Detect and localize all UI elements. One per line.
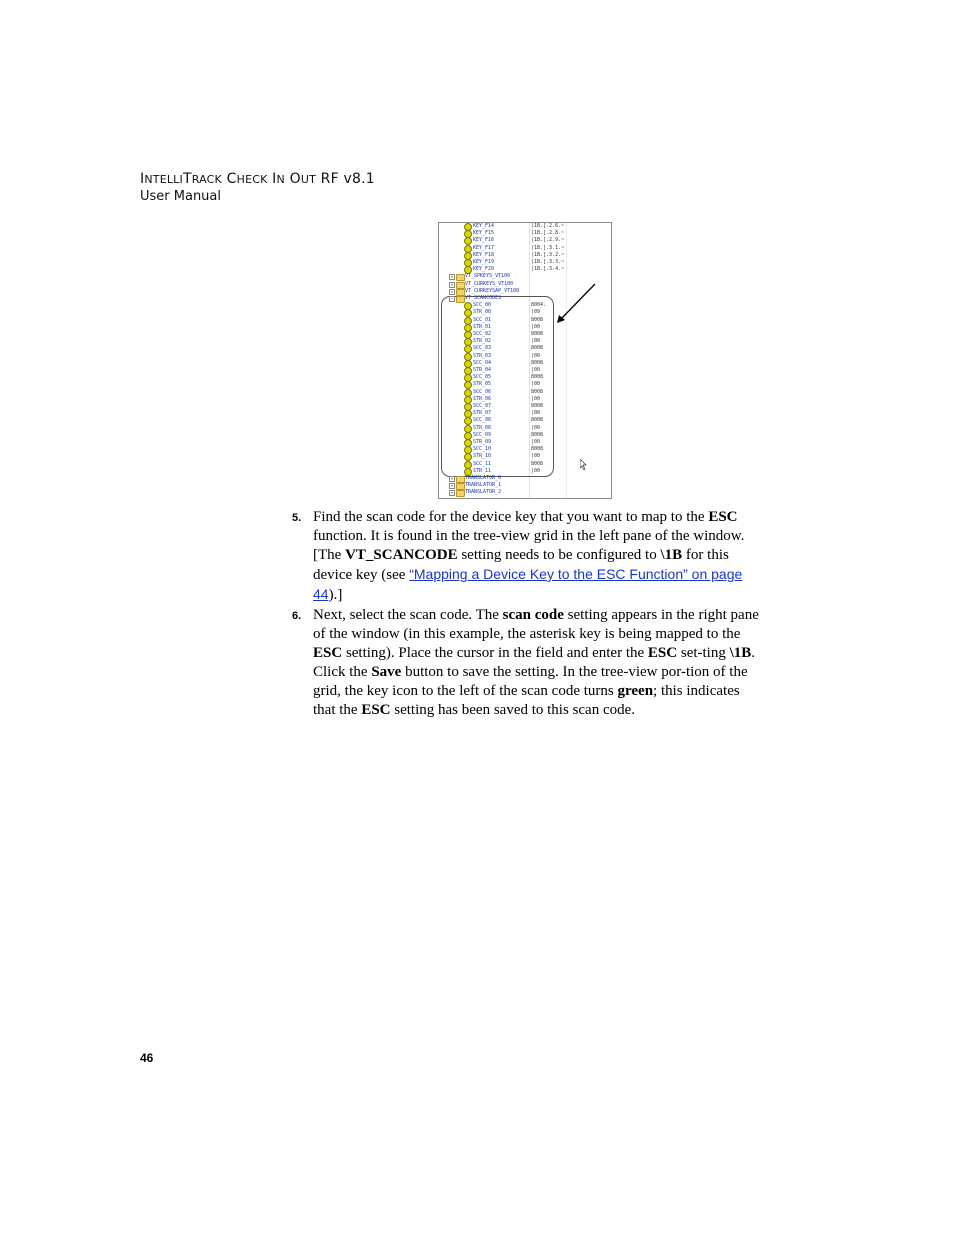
tree-row-label: STR_10: [473, 453, 492, 460]
tree-row-label: VT_CURKEYSAP_VT100: [465, 287, 520, 294]
step-5: [292, 508, 762, 605]
tree-row-label: STR_01: [473, 323, 492, 330]
folder-icon: [456, 483, 465, 490]
setting-value: 8008: [531, 403, 544, 409]
tree-row-label: STR_04: [473, 367, 492, 373]
tree-row-label: TRANSLATOR_0: [465, 475, 502, 481]
tree-row-label: STR_03: [473, 352, 492, 359]
tree-row-label: STR_08: [473, 424, 492, 431]
folder-icon: [456, 490, 465, 497]
setting-value: 8008: [531, 388, 544, 395]
tree-row-label: SCC_08: [473, 417, 492, 424]
expand-icon[interactable]: +: [450, 274, 454, 280]
step-text: Find the scan code for the device key that you want to map to the ESC function. It is found in the tree-view grid in the left pane of the window. [The VT_SCANCODE setting needs to be configured to \1B for this device key (see “Mapping a Device Key to the ESC Function” on page 44).]: [313, 509, 745, 603]
tree-row-label: VT_CURKEYS_VT100: [465, 280, 514, 287]
tree-row-label: SCC_10: [473, 446, 492, 453]
setting-value: |00: [531, 395, 541, 402]
cross-reference-link[interactable]: “Mapping a Device Key to the ESC Function” on page 44: [313, 566, 743, 602]
expand-icon[interactable]: +: [450, 490, 454, 496]
tree-row-label: STR_02: [473, 338, 492, 345]
tree-row-label: TRANSLATOR_1: [465, 482, 502, 489]
step-text: Next, select the scan code. The scan code setting appears in the right pane of the window (in this example, the asterisk key is being mapped to the ESC setting). Place the cursor in the field and enter the ESC set-ting \1B. Click the Save button to save the setting. In the tree-view por-tion of the grid, the key icon to the left of the scan code turns green; this indicates that the ESC setting has been saved to this scan code.: [313, 607, 759, 718]
tree-row-label: SCC_01: [473, 316, 492, 323]
tree-row-label: STR_00: [473, 309, 492, 316]
tree-row-label: KEY_F15: [473, 230, 495, 237]
step-number: 5.: [292, 512, 302, 524]
tree-row-label: STR_09: [473, 439, 492, 445]
tree-row-label: SCC_11: [473, 460, 492, 467]
setting-value: |00: [531, 439, 541, 445]
tree-row-label: SCC_09: [473, 431, 492, 438]
tree-row-label: SCC_06: [473, 388, 492, 395]
setting-value: |00: [531, 410, 541, 417]
setting-value: |1B.[.2.9.~: [531, 237, 565, 244]
setting-value: 8008: [531, 460, 544, 467]
setting-value: 8008: [531, 345, 544, 352]
tree-row-label: TRANSLATOR_2: [465, 489, 502, 496]
setting-value: |00: [531, 453, 541, 460]
setting-value: 8008: [531, 446, 544, 453]
folder-icon: [456, 282, 465, 289]
setting-value: |00: [531, 381, 541, 388]
folder-icon: [456, 274, 465, 281]
setting-value: 8008: [531, 431, 544, 438]
setting-value: |1B.[.3.2.~: [531, 251, 565, 258]
setting-value: |00: [531, 323, 541, 330]
setting-value: 8004.: [531, 302, 547, 309]
tree-row-label: KEY_F19: [473, 259, 495, 265]
step-6: [292, 606, 762, 720]
expand-icon[interactable]: +: [450, 281, 454, 287]
tree-row-label: KEY_F16: [473, 237, 495, 244]
page-number: 46: [140, 1051, 154, 1065]
document-title: INTELLITRACK CHECK IN OUT RF v8.1: [140, 171, 375, 187]
setting-value: |1B.[.3.3.~: [531, 259, 565, 265]
folder-icon: [456, 289, 465, 296]
tree-row-label: VT_SCANCODES: [465, 295, 502, 301]
setting-value: 8008: [531, 331, 544, 337]
tree-row-label: SCC_03: [473, 345, 492, 352]
setting-value: |00: [531, 338, 541, 345]
setting-value: |1B.[.3.1.~: [531, 244, 565, 251]
tree-row-label: STR_05: [473, 381, 492, 388]
tree-row-label: STR_11: [473, 467, 492, 474]
setting-value: 8008: [531, 316, 544, 323]
tree-row-label: VT_SPKEYS_VT100: [465, 273, 511, 280]
setting-value: |1B.[.2.8.~: [531, 230, 565, 237]
tree-row-label: KEY_F18: [473, 251, 495, 258]
tree-row-label: STR_07: [473, 410, 492, 417]
tree-row-label: KEY_F17: [473, 244, 495, 251]
tree-row-label: SCC_07: [473, 403, 492, 409]
tree-row-label: KEY_F14: [473, 223, 495, 229]
folder-icon: [456, 476, 465, 483]
setting-value: |00: [531, 367, 541, 373]
tree-view-screenshot: [438, 222, 612, 499]
tree-row-label: KEY_F20: [473, 266, 495, 273]
tree-row-label: SCC_00: [473, 302, 492, 309]
tree-row-label: SCC_04: [473, 359, 492, 366]
setting-value: 8008: [531, 374, 544, 381]
tree-row-label: SCC_05: [473, 374, 492, 381]
expand-icon[interactable]: +: [450, 288, 454, 294]
tree-row-label: SCC_02: [473, 331, 492, 337]
setting-value: 8008: [531, 417, 544, 424]
setting-value: |00: [531, 424, 541, 431]
step-number: 6.: [292, 610, 302, 622]
setting-value: 8008: [531, 359, 544, 366]
expand-icon[interactable]: +: [450, 476, 454, 481]
setting-value: |1B.[.3.4.~: [531, 266, 565, 273]
collapse-icon[interactable]: −: [450, 296, 454, 301]
setting-value: |09: [531, 309, 541, 316]
setting-value: |1B.[.2.6.~: [531, 223, 565, 229]
folder-icon: [456, 296, 465, 303]
mouse-cursor-icon: [580, 459, 588, 470]
expand-icon[interactable]: +: [450, 483, 454, 489]
setting-value: |00: [531, 352, 541, 359]
tree-row-label: STR_06: [473, 395, 492, 402]
running-header: [140, 170, 375, 205]
setting-value: |00: [531, 467, 541, 474]
document-subtitle: User Manual: [140, 189, 222, 204]
